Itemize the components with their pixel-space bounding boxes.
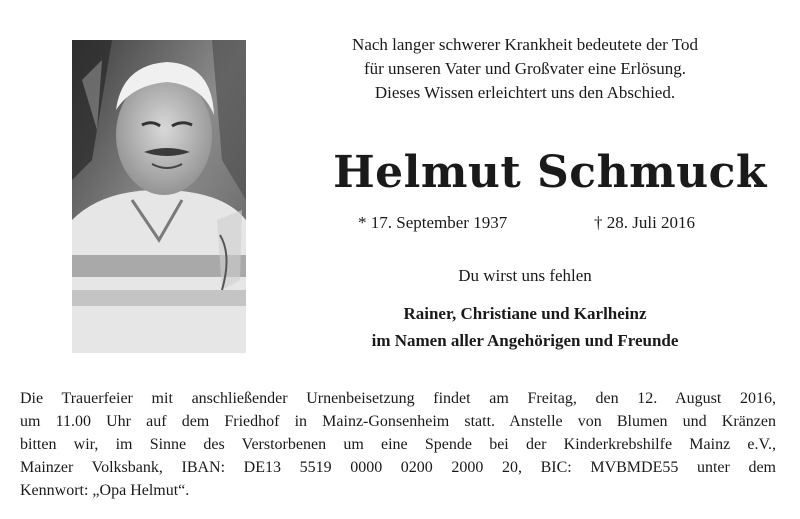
intro-line: Dieses Wissen erleichtert uns den Abschied. [374,83,676,102]
info-line: Kennwort: „Opa Helmut“. [20,482,190,499]
portrait-photo [72,40,246,353]
info-line: Mainzer Volksbank, IBAN: DE13 5519 0000 0200 2000 20, BIC: MVBMDE55 unter dem [20,459,776,476]
info-line: um 11.00 Uhr auf dem Friedhof in Mainz-Gonsenheim statt. Anstelle von Blumen und Kränzen [20,413,776,430]
info-line: bitten wir, im Sinne des Verstorbenen um eine Spende bei der Kinderkrebshilfe Mainz e.V., [20,436,776,453]
intro-text [300,33,750,105]
intro-line: für unseren Vater und Großvater eine Erlösung. [363,59,687,78]
portrait-illustration [72,40,246,353]
birth-date: * 17. September 1937 [358,213,508,232]
signatory-line: im Namen aller Angehörigen und Freunde [371,331,679,350]
intro-line: Nach langer schwerer Krankheit bedeutete der Tod [352,35,698,54]
signatory-line: Rainer, Christiane und Karlheinz [403,304,647,323]
deceased-name: Helmut Schmuck [333,147,767,198]
farewell-text: Du wirst uns fehlen [458,266,592,285]
info-line: Die Trauerfeier mit anschließender Urnenbeisetzung findet am Freitag, den 12. August 2016, [20,390,776,407]
service-information [20,387,776,502]
death-date: † 28. Juli 2016 [594,213,696,232]
signatories [300,300,750,354]
